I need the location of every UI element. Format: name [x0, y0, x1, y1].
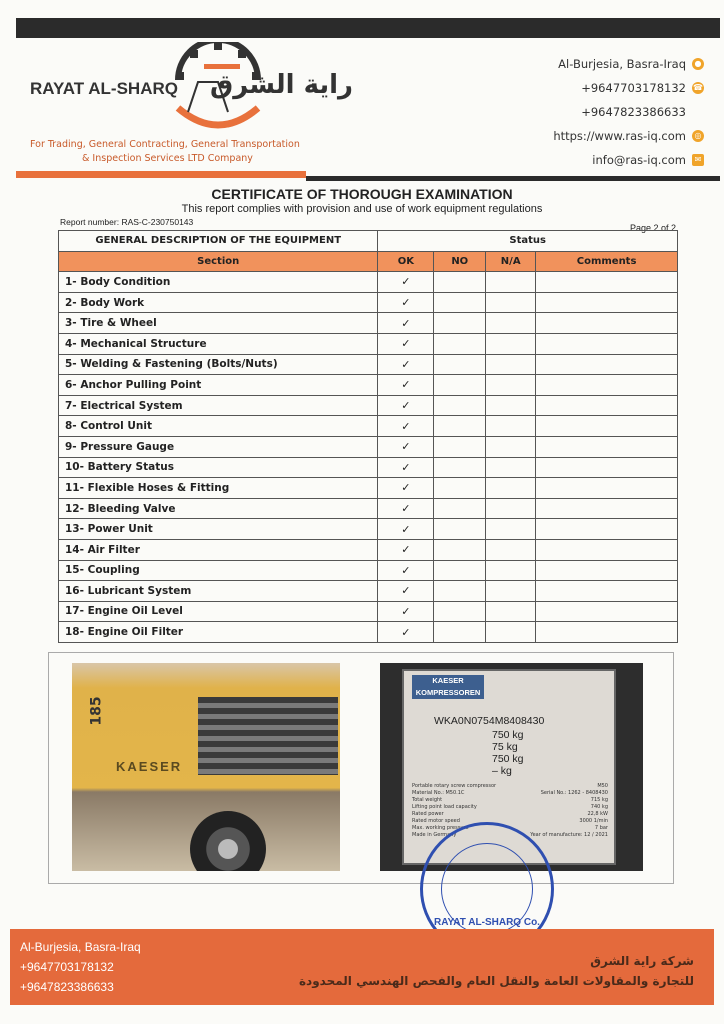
table-row	[59, 395, 678, 416]
tagline-line2: & Inspection Services LTD Company	[82, 153, 253, 164]
row-ok-check: ✓	[378, 272, 434, 293]
spec-row	[412, 804, 608, 811]
table-row	[59, 313, 678, 334]
row-no	[434, 601, 486, 622]
table-row	[59, 272, 678, 293]
row-section: 8- Control Unit	[59, 416, 378, 437]
table-row	[59, 292, 678, 313]
row-na	[486, 539, 536, 560]
spec-label: Lifting point load capacity	[412, 804, 477, 810]
footer-phone2: +9647823386633	[20, 980, 114, 994]
spec-label: Rated motor speed	[412, 818, 460, 824]
table-row	[59, 457, 678, 478]
nameplate-weights	[492, 729, 524, 777]
status-header: Status	[378, 231, 678, 252]
row-comments	[536, 416, 678, 437]
general-description-header: GENERAL DESCRIPTION OF THE EQUIPMENT	[59, 231, 378, 252]
row-na	[486, 313, 536, 334]
contact-phone1: +9647703178132	[581, 81, 686, 95]
top-dark-bar	[16, 18, 720, 38]
spec-row	[412, 797, 608, 804]
spec-row	[412, 790, 608, 797]
col-comments: Comments	[536, 251, 678, 272]
table-row	[59, 375, 678, 396]
row-section: 1- Body Condition	[59, 272, 378, 293]
examination-table	[58, 230, 678, 643]
nameplate-brand	[412, 675, 484, 699]
row-section: 5- Welding & Fastening (Bolts/Nuts)	[59, 354, 378, 375]
row-no	[434, 292, 486, 313]
row-no	[434, 395, 486, 416]
row-ok-check: ✓	[378, 539, 434, 560]
row-section: 2- Body Work	[59, 292, 378, 313]
company-tagline	[30, 138, 330, 166]
row-no	[434, 498, 486, 519]
row-section: 12- Bleeding Valve	[59, 498, 378, 519]
certificate-subtitle: This report complies with provision and use of work equipment regulations	[181, 203, 543, 215]
table-row	[59, 581, 678, 602]
row-section: 9- Pressure Gauge	[59, 436, 378, 457]
report-number-value: RAS-C-230750143	[121, 217, 194, 227]
footer-phone1: +9647703178132	[20, 960, 114, 974]
row-ok-check: ✓	[378, 478, 434, 499]
spec-value: Year of manufacture: 12 / 2021	[530, 832, 608, 838]
contact-website[interactable]: https://www.ras-iq.com	[553, 129, 686, 143]
row-na	[486, 519, 536, 540]
row-na	[486, 333, 536, 354]
contact-phone2: +9647823386633	[581, 105, 686, 119]
compressor-brand: KAESER	[116, 759, 183, 774]
contact-address: Al-Burjesia, Basra-Iraq	[558, 57, 686, 71]
tagline-line1: For Trading, General Contracting, General Transportation	[30, 139, 300, 150]
row-na	[486, 478, 536, 499]
row-ok-check: ✓	[378, 519, 434, 540]
col-ok: OK	[378, 251, 434, 272]
table-row	[59, 601, 678, 622]
certificate-title: CERTIFICATE OF THOROUGH EXAMINATION	[211, 186, 513, 202]
row-section: 18- Engine Oil Filter	[59, 622, 378, 643]
row-comments	[536, 560, 678, 581]
photo-panel	[48, 652, 674, 884]
nameplate-brand-line2: KOMPRESSOREN	[415, 688, 481, 697]
table-row	[59, 478, 678, 499]
row-comments	[536, 622, 678, 643]
row-na	[486, 395, 536, 416]
footer-ar-line1: شركة راية الشرق	[590, 954, 694, 968]
weight-1: 75 kg	[492, 741, 518, 753]
row-no	[434, 539, 486, 560]
row-comments	[536, 539, 678, 560]
row-na	[486, 436, 536, 457]
row-ok-check: ✓	[378, 560, 434, 581]
row-section: 6- Anchor Pulling Point	[59, 375, 378, 396]
company-name-en: RAYAT AL-SHARQ	[30, 79, 178, 98]
footer-arabic	[299, 951, 694, 991]
row-section: 13- Power Unit	[59, 519, 378, 540]
row-comments	[536, 478, 678, 499]
row-section: 7- Electrical System	[59, 395, 378, 416]
footer-ar-line2: للتجارة والمقاولات العامة والنقل العام والفحص الهندسي المحدودة	[298, 974, 694, 988]
row-comments	[536, 498, 678, 519]
row-comments	[536, 354, 678, 375]
row-comments	[536, 375, 678, 396]
spec-label: Portable rotary screw compressor	[412, 783, 497, 789]
spec-label: Rated power	[412, 811, 444, 817]
row-no	[434, 478, 486, 499]
row-section: 10- Battery Status	[59, 457, 378, 478]
header-contact	[553, 52, 704, 172]
globe-icon: ◎	[692, 130, 704, 142]
compressor-photo	[72, 663, 340, 871]
spec-label: Max. working pressure	[412, 825, 469, 831]
location-icon: ●	[692, 58, 704, 70]
weight-2: 750 kg	[492, 753, 524, 765]
row-ok-check: ✓	[378, 354, 434, 375]
row-comments	[536, 436, 678, 457]
stamp-text: RAYAT AL-SHARQ Co.	[434, 917, 540, 928]
row-no	[434, 416, 486, 437]
row-no	[434, 581, 486, 602]
row-comments	[536, 457, 678, 478]
row-ok-check: ✓	[378, 601, 434, 622]
table-row	[59, 354, 678, 375]
row-ok-check: ✓	[378, 313, 434, 334]
row-na	[486, 581, 536, 602]
table-body	[59, 272, 678, 643]
col-no: NO	[434, 251, 486, 272]
table-row	[59, 333, 678, 354]
row-section: 3- Tire & Wheel	[59, 313, 378, 334]
row-no	[434, 354, 486, 375]
compressor-grille	[198, 697, 338, 775]
row-na	[486, 498, 536, 519]
table-row	[59, 519, 678, 540]
col-na: N/A	[486, 251, 536, 272]
row-section: 16- Lubricant System	[59, 581, 378, 602]
row-na	[486, 622, 536, 643]
row-no	[434, 560, 486, 581]
report-number-label: Report number:	[60, 217, 120, 227]
row-section: 14- Air Filter	[59, 539, 378, 560]
spec-value: Serial No.: 1262 - 8408430	[540, 790, 608, 796]
row-ok-check: ✓	[378, 333, 434, 354]
row-comments	[536, 601, 678, 622]
row-na	[486, 375, 536, 396]
row-no	[434, 436, 486, 457]
spec-label: Material No.: M50.1C	[412, 790, 465, 796]
spec-row	[412, 818, 608, 825]
row-ok-check: ✓	[378, 375, 434, 396]
row-na	[486, 416, 536, 437]
row-na	[486, 292, 536, 313]
table-row	[59, 416, 678, 437]
page-number: Page 2 of 2	[629, 223, 676, 233]
row-comments	[536, 581, 678, 602]
weight-3: – kg	[492, 765, 512, 777]
row-comments	[536, 395, 678, 416]
footer-address: Al-Burjesia, Basra-Iraq	[20, 940, 141, 954]
spec-value: 3000 1/min	[579, 818, 608, 824]
wheel-icon	[190, 811, 266, 871]
spec-label: Made in Germany	[412, 832, 457, 838]
row-section: 11- Flexible Hoses & Fitting	[59, 478, 378, 499]
row-no	[434, 333, 486, 354]
col-section: Section	[59, 251, 378, 272]
email-icon: ✉	[692, 154, 704, 166]
row-na	[486, 457, 536, 478]
row-section: 15- Coupling	[59, 560, 378, 581]
report-number	[60, 217, 193, 227]
nameplate-serial: WKA0N0754M8408430	[434, 715, 545, 727]
row-section: 4- Mechanical Structure	[59, 333, 378, 354]
row-ok-check: ✓	[378, 292, 434, 313]
row-na	[486, 560, 536, 581]
table-row	[59, 560, 678, 581]
row-na	[486, 272, 536, 293]
spec-value: 7 bar	[594, 825, 608, 831]
spec-row	[412, 783, 608, 790]
row-ok-check: ✓	[378, 416, 434, 437]
row-no	[434, 375, 486, 396]
weight-0: 750 kg	[492, 729, 524, 741]
row-na	[486, 601, 536, 622]
table-row	[59, 539, 678, 560]
row-comments	[536, 272, 678, 293]
spec-value: M50	[597, 783, 608, 789]
nameplate-brand-line1: KAESER	[432, 676, 464, 685]
header-dark-divider	[306, 176, 720, 181]
row-na	[486, 354, 536, 375]
table-row	[59, 436, 678, 457]
spec-value: 22,8 kW	[587, 811, 608, 817]
row-ok-check: ✓	[378, 395, 434, 416]
row-ok-check: ✓	[378, 622, 434, 643]
footer-bar	[10, 929, 714, 1005]
spec-row	[412, 811, 608, 818]
row-no	[434, 457, 486, 478]
spec-label: Total weight	[412, 797, 443, 803]
phone-icon: ☎	[693, 83, 703, 92]
table-row	[59, 498, 678, 519]
table-row	[59, 622, 678, 643]
row-ok-check: ✓	[378, 436, 434, 457]
row-comments	[536, 313, 678, 334]
row-comments	[536, 519, 678, 540]
row-comments	[536, 333, 678, 354]
row-no	[434, 622, 486, 643]
unit-number: 185	[88, 696, 105, 726]
row-ok-check: ✓	[378, 581, 434, 602]
spec-value: 740 kg	[590, 804, 608, 810]
contact-email[interactable]: info@ras-iq.com	[592, 153, 686, 167]
footer-contact	[20, 937, 141, 997]
header-orange-divider	[16, 171, 306, 178]
row-comments	[536, 292, 678, 313]
row-ok-check: ✓	[378, 457, 434, 478]
row-section: 17- Engine Oil Level	[59, 601, 378, 622]
row-no	[434, 519, 486, 540]
row-no	[434, 272, 486, 293]
row-ok-check: ✓	[378, 498, 434, 519]
company-name-ar: راية الشرق	[210, 70, 354, 100]
row-no	[434, 313, 486, 334]
spec-value: 715 kg	[590, 797, 608, 803]
